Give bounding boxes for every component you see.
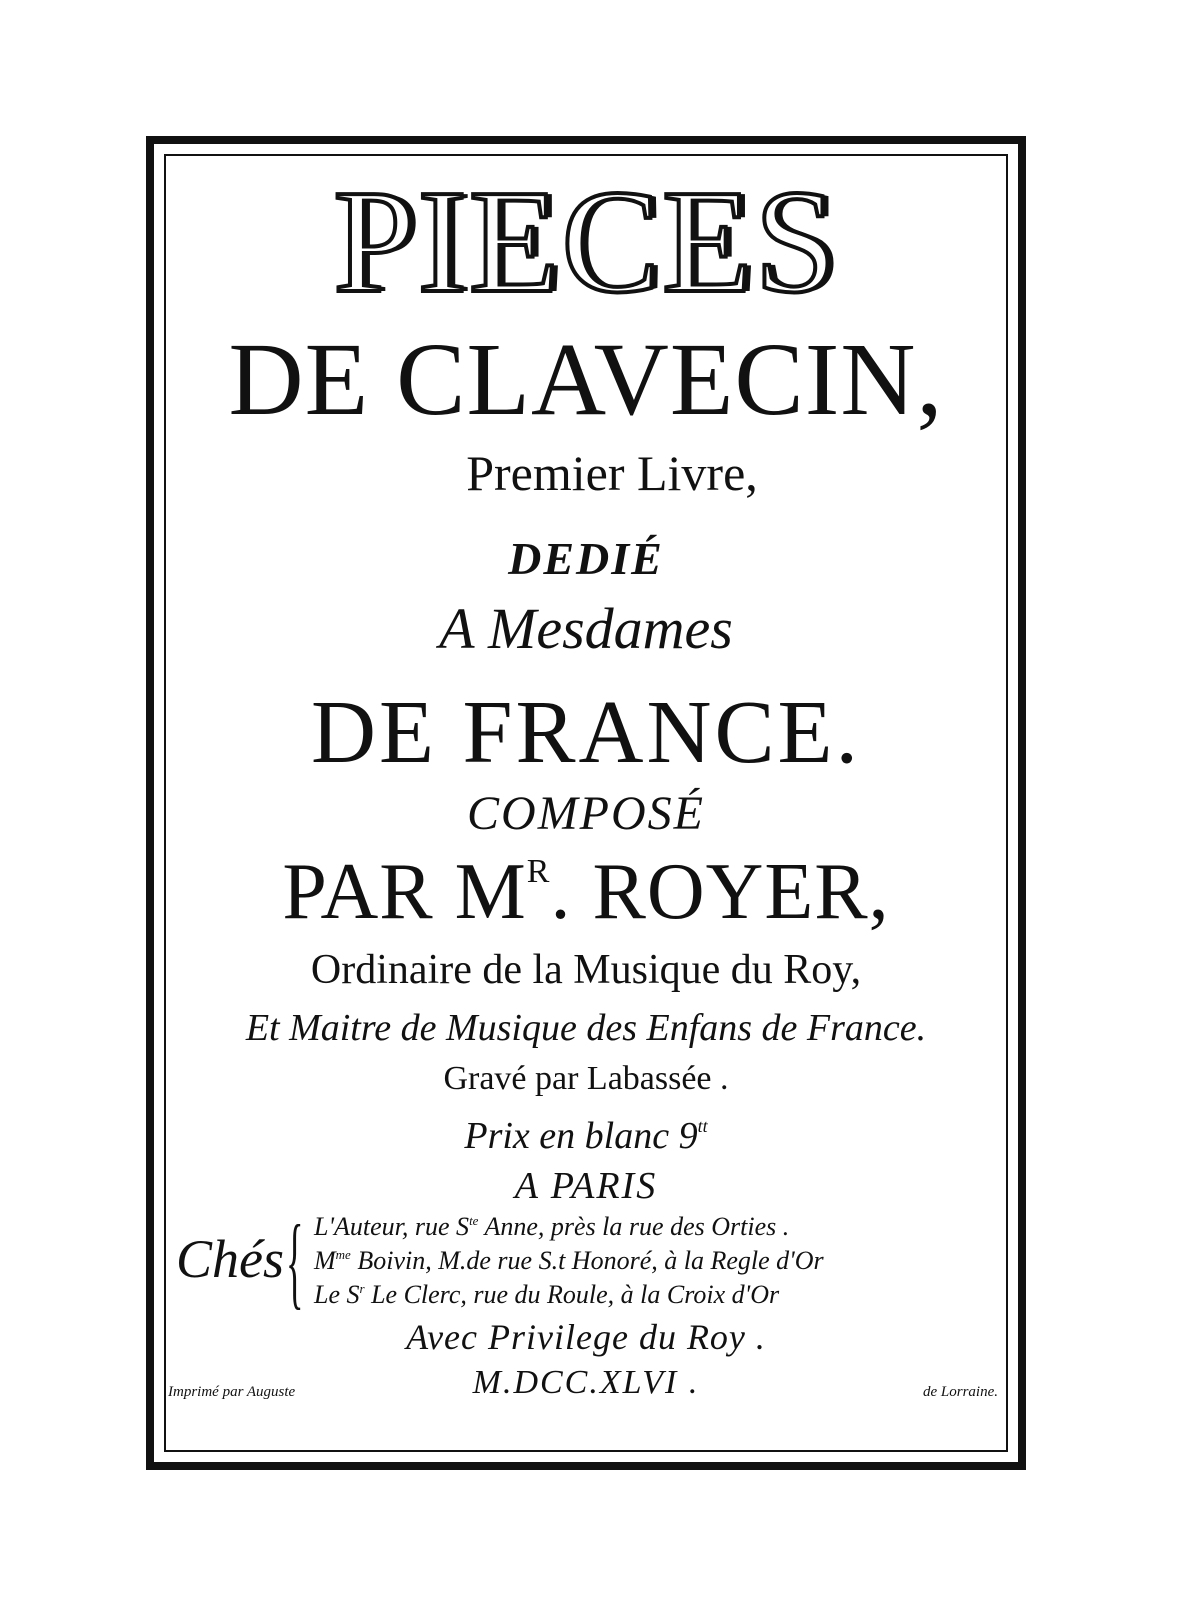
dedication-dedie: DEDIÉ [508, 533, 664, 584]
seller-line-2 [314, 1246, 824, 1276]
compose-label: COMPOSÉ [467, 787, 705, 840]
price-line [164, 1114, 1008, 1158]
place-paris: A PARIS [514, 1165, 658, 1207]
seller-3-pre: Le S [314, 1280, 360, 1309]
subtitle-premier-livre: Premier Livre, [466, 445, 758, 501]
composer-name [164, 848, 1008, 936]
seller-2-pre: M [314, 1246, 336, 1275]
seller-line-1 [314, 1212, 789, 1242]
title-pieces: PIECES [333, 160, 839, 324]
imprint-right: de Lorraine. [923, 1384, 998, 1400]
imprint-left: Imprimé par Auguste [168, 1384, 296, 1400]
dedication-de-france: DE FRANCE. [310, 683, 862, 782]
seller-2-sup: me [335, 1247, 351, 1262]
seller-1-post: Anne, près la rue des Orties . [478, 1212, 790, 1241]
seller-3-post: Le Clerc, rue du Roule, à la Croix d'Or [364, 1280, 780, 1309]
seller-1-pre: L'Auteur, rue S [314, 1212, 470, 1241]
price-sup: tt [697, 1116, 708, 1136]
composer-prefix: PAR M [282, 848, 527, 936]
engraver-credit: Gravé par Labassée . [443, 1060, 729, 1097]
privilege-line: Avec Privilege du Roy . [406, 1317, 766, 1357]
publication-year: M.DCC.XLVI . [472, 1364, 700, 1401]
seller-line-3 [314, 1280, 779, 1310]
price-text: Prix en blanc 9 [464, 1115, 698, 1157]
composer-sup: R [526, 853, 551, 890]
seller-2-post: Boivin, M.de rue S.t Honoré, à la Regle d'Or [350, 1246, 824, 1275]
dedication-mesdames: A Mesdames [439, 596, 733, 661]
composer-title-maitre: Et Maitre de Musique des Enfans de France. [245, 1007, 927, 1049]
sellers-prefix: Chés [176, 1229, 284, 1289]
brace-icon: { [286, 1204, 304, 1319]
sellers-block [176, 1204, 1006, 1319]
composer-suffix: . ROYER, [550, 848, 890, 936]
seller-3-sup: r [359, 1281, 365, 1296]
seller-1-sup: te [469, 1213, 479, 1228]
title-de-clavecin: DE CLAVECIN, [228, 322, 944, 437]
composer-title-ordinaire: Ordinaire de la Musique du Roy, [310, 947, 862, 993]
